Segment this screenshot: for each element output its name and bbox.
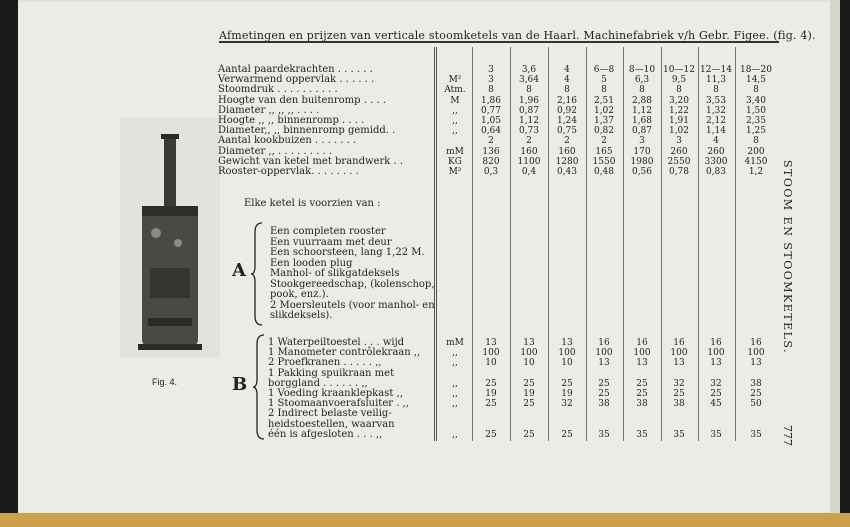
spec-cell: 260 xyxy=(707,146,725,157)
spec-cell: 200 xyxy=(747,146,765,157)
provided-note: Elke ketel is voorzien van : xyxy=(244,198,381,209)
spec-row-unit: ,, xyxy=(452,116,458,126)
spec-row-unit: M xyxy=(450,95,460,106)
header-rule xyxy=(219,41,779,43)
group-a-item: Een vuurraam met deur xyxy=(270,236,392,248)
spec-cell: 820 xyxy=(482,156,500,167)
group-b-cell: 25 xyxy=(523,378,535,389)
group-b-cell: 100 xyxy=(670,348,688,359)
spec-cell: 3,64 xyxy=(518,75,540,86)
spec-cell: 2 xyxy=(488,136,494,147)
group-b-row-label: 1 Manometer contrôlekraan ,, xyxy=(268,347,421,359)
spec-cell: 0,64 xyxy=(480,126,502,137)
group-b-row-unit: ,, xyxy=(452,399,458,410)
group-b-cell: 38 xyxy=(750,378,762,389)
spec-row-unit: mM xyxy=(446,146,464,157)
spec-cell: 1100 xyxy=(517,156,541,167)
spec-cell: 1,12 xyxy=(631,105,653,116)
spec-cell: 1,37 xyxy=(593,116,615,126)
group-b-row-unit: mM xyxy=(446,338,464,348)
spec-cell: 1,68 xyxy=(631,116,653,126)
spec-cell: 1,86 xyxy=(480,95,502,106)
group-b-cell: 35 xyxy=(710,429,722,440)
group-b-cell: 25 xyxy=(561,429,573,440)
group-b-cell: 13 xyxy=(750,358,762,369)
spec-row-label: Aantal paardekrachten . . . . . . xyxy=(218,64,373,75)
group-b-cell: 100 xyxy=(595,348,613,359)
group-b-row-label: heidstoestellen, waarvan xyxy=(268,418,395,430)
group-b-cell: 25 xyxy=(523,429,535,440)
group-a-item: Een looden plug xyxy=(270,257,353,269)
side-running-title: STOOM EN STOOMKETELS. xyxy=(781,160,794,355)
group-b-cell: 13 xyxy=(485,338,497,348)
spec-cell: 0,73 xyxy=(518,126,540,137)
group-b-cell: 35 xyxy=(636,429,648,440)
group-a-item: pook, enz.). xyxy=(270,289,329,300)
spec-row-label: Verwarmend oppervlak . . . . . . xyxy=(218,74,375,86)
group-b-cell: 25 xyxy=(523,399,535,410)
spec-row-label: Stoomdruk . . . . . . . . . . xyxy=(218,84,338,96)
spec-cell: 170 xyxy=(633,146,651,157)
group-b-cell: 38 xyxy=(598,399,610,410)
group-b-cell: 35 xyxy=(673,429,685,440)
spec-cell: 3 xyxy=(488,75,494,86)
spec-cell: 8 xyxy=(488,85,494,96)
group-b-cell: 25 xyxy=(598,378,610,389)
group-b-cell: 100 xyxy=(558,348,576,359)
spec-cell: 2,35 xyxy=(745,116,767,126)
spec-cell: 8 xyxy=(639,85,645,96)
spec-cell: 165 xyxy=(595,146,613,157)
group-b-cell: 100 xyxy=(747,348,765,359)
spec-cell: 8 xyxy=(713,85,719,96)
group-b-cell: 25 xyxy=(636,378,648,389)
group-b-cell: 25 xyxy=(750,389,762,399)
spec-cell: 1,32 xyxy=(705,105,727,116)
spec-cell: 2 xyxy=(601,136,607,147)
spec-cell: 8 xyxy=(753,85,759,96)
spec-row-unit: ,, xyxy=(452,126,458,137)
spec-row-label: Hoogte van den buitenromp . . . . xyxy=(218,94,386,106)
spec-cell: 3,53 xyxy=(705,95,727,106)
spec-cell: 0,4 xyxy=(521,167,537,177)
group-b-row-unit: ,, xyxy=(452,389,458,399)
spec-cell: 0,43 xyxy=(556,167,578,177)
spec-cell: 11,3 xyxy=(705,75,727,86)
group-b-cell: 10 xyxy=(561,358,573,369)
group-b-cell: 38 xyxy=(636,399,648,410)
group-b-cell: 25 xyxy=(636,389,648,399)
spec-cell: 0,82 xyxy=(593,126,615,137)
group-a-item: Een schoorsteen, lang 1,22 M. xyxy=(270,247,425,258)
spec-cell: 3300 xyxy=(704,156,728,167)
spec-cell: 1,22 xyxy=(668,105,690,116)
spec-cell: 4 xyxy=(564,65,570,75)
group-a-item: 2 Moersleutels (voor manhol- en xyxy=(270,299,435,311)
group-a-brace xyxy=(250,222,264,326)
spec-cell: 136 xyxy=(482,146,500,157)
group-b-cell: 25 xyxy=(485,378,497,389)
spec-cell: 3,20 xyxy=(668,95,690,106)
group-a-item: slikdeksels). xyxy=(270,310,333,321)
spec-cell: 1,91 xyxy=(668,116,690,126)
spec-cell: 8 xyxy=(526,85,532,96)
spec-cell: 260 xyxy=(670,146,688,157)
group-b-cell: 16 xyxy=(636,338,648,348)
spec-cell: 2550 xyxy=(667,156,691,167)
boiler-illustration xyxy=(120,118,220,358)
spec-row-unit: KG xyxy=(448,156,462,167)
spec-row-label: Hoogte ,, ,, binnenromp . . . . xyxy=(218,115,365,126)
spec-cell: 1,2 xyxy=(748,167,764,177)
group-b-row-label: 1 Voeding kraanklepkast ,, xyxy=(268,388,403,399)
group-b-cell: 13 xyxy=(673,358,685,369)
spec-row-unit: Atm. xyxy=(444,85,466,96)
group-b-cell: 13 xyxy=(523,338,535,348)
page-number: 777 xyxy=(781,425,794,446)
group-b-cell: 25 xyxy=(561,378,573,389)
group-b-row-unit: ,, xyxy=(452,378,458,389)
spec-cell: 1280 xyxy=(555,156,579,167)
group-b-cell: 10 xyxy=(485,358,497,369)
spec-cell: 1550 xyxy=(592,156,616,167)
group-b-row-label: 1 Waterpeiltoestel . . . wijd xyxy=(268,337,405,348)
group-b-cell: 38 xyxy=(673,399,685,410)
spec-cell: 1980 xyxy=(630,156,654,167)
spec-cell: 6,3 xyxy=(634,75,650,86)
group-b-letter: B xyxy=(232,374,248,395)
page-edge xyxy=(830,0,840,514)
group-a-item: Een completen rooster xyxy=(270,226,386,237)
group-b-cell: 13 xyxy=(710,358,722,369)
group-b-cell: 16 xyxy=(673,338,685,348)
spec-row-label: Diameter ,, ,, ,, . . . . xyxy=(218,104,320,116)
spec-cell: 0,87 xyxy=(518,105,540,116)
group-b-row-unit: ,, xyxy=(452,358,458,369)
spec-row-label: Aantal kookbuizen . . . . . . . xyxy=(218,135,357,147)
spec-cell: 8—10 xyxy=(628,65,656,75)
group-b-row-label: 1 Pakking spuikraan met xyxy=(268,367,395,379)
spec-row-label: Gewicht van ketel met brandwerk . . xyxy=(218,155,404,167)
spec-cell: 8 xyxy=(676,85,682,96)
group-a-item: Stookgereedschap, (kolenschop, xyxy=(270,278,435,290)
group-b-cell: 100 xyxy=(707,348,725,359)
group-b-row-label: 1 Stoomaanvoerafsluiter . ,, xyxy=(268,398,409,410)
spec-cell: 8 xyxy=(753,136,759,147)
spec-cell: 1,02 xyxy=(668,126,690,137)
spec-row-unit: ,, xyxy=(452,105,458,116)
group-b-cell: 32 xyxy=(710,378,722,389)
spec-cell: 6—8 xyxy=(593,65,615,75)
group-b-cell: 19 xyxy=(523,389,535,399)
spec-cell: 0,77 xyxy=(480,105,502,116)
spec-cell: 18—20 xyxy=(740,65,772,75)
spec-cell: 2,51 xyxy=(593,95,615,106)
group-b-cell: 25 xyxy=(485,429,497,440)
group-b-cell: 32 xyxy=(561,399,573,410)
group-b-cell: 100 xyxy=(633,348,651,359)
spec-cell: 0,3 xyxy=(483,167,499,177)
group-a-letter: A xyxy=(232,260,246,281)
book-cover-edge xyxy=(0,513,850,527)
group-b-cell: 50 xyxy=(750,399,762,410)
spec-cell: 3,40 xyxy=(745,95,767,106)
spec-cell: 3 xyxy=(488,65,494,75)
spec-cell: 14,5 xyxy=(745,75,767,86)
spec-cell: 0,92 xyxy=(556,105,578,116)
group-b-cell: 25 xyxy=(598,389,610,399)
spec-row-label: Rooster-oppervlak. . . . . . . . xyxy=(218,166,359,177)
spec-cell: 12—14 xyxy=(700,65,732,75)
spec-cell: 4150 xyxy=(744,156,768,167)
spec-row-label: Diameter,, ,, binnenromp gemidd. . xyxy=(218,125,396,137)
group-b-cell: 19 xyxy=(485,389,497,399)
spec-cell: 1,25 xyxy=(745,126,767,137)
figure-caption: Fig. 4. xyxy=(152,377,178,387)
group-b-row-label: één is afgesloten . . . ,, xyxy=(268,428,383,440)
spec-row-unit: M² xyxy=(448,75,462,86)
spec-cell: 4 xyxy=(564,75,570,86)
spec-cell: 1,24 xyxy=(556,116,578,126)
spec-cell: 1,96 xyxy=(518,95,540,106)
spec-cell: 160 xyxy=(520,146,538,157)
spec-cell: 0,78 xyxy=(668,167,690,177)
spec-cell: 4 xyxy=(713,136,719,147)
group-b-cell: 13 xyxy=(598,358,610,369)
spec-cell: 2 xyxy=(526,136,532,147)
spec-cell: 160 xyxy=(558,146,576,157)
group-a-item: Manhol- of slikgatdeksels xyxy=(270,268,400,279)
group-b-cell: 16 xyxy=(710,338,722,348)
group-b-cell: 13 xyxy=(561,338,573,348)
group-b-cell: 35 xyxy=(598,429,610,440)
group-b-cell: 35 xyxy=(750,429,762,440)
spec-cell: 0,87 xyxy=(631,126,653,137)
spec-cell: 3 xyxy=(639,136,645,147)
spec-cell: 3 xyxy=(676,136,682,147)
spec-cell: 1,14 xyxy=(705,126,727,137)
group-b-cell: 25 xyxy=(485,399,497,410)
group-b-cell: 25 xyxy=(710,389,722,399)
column-rule xyxy=(434,47,437,441)
group-b-brace xyxy=(252,334,266,440)
spec-cell: 2,16 xyxy=(556,95,578,106)
spec-cell: 2,88 xyxy=(631,95,653,106)
spec-cell: 5 xyxy=(601,75,607,86)
spec-cell: 1,12 xyxy=(518,116,540,126)
spec-cell: 3,6 xyxy=(521,65,537,75)
spec-cell: 1,02 xyxy=(593,105,615,116)
group-b-cell: 100 xyxy=(482,348,500,359)
group-b-cell: 100 xyxy=(520,348,538,359)
spec-cell: 0,48 xyxy=(593,167,615,177)
group-b-row-label: 2 Indirect belaste veilig- xyxy=(268,408,392,420)
spec-cell: 1,50 xyxy=(745,105,767,116)
spec-cell: 0,56 xyxy=(631,167,653,177)
spec-cell: 2 xyxy=(564,136,570,147)
page-title: Afmetingen en prijzen van verticale stoomketels van de Haarl. Machinefabriek v/h Gebr. Figee. (fig. 4). xyxy=(219,29,816,42)
group-b-row-unit: ,, xyxy=(452,429,458,440)
spec-row-label: Diameter ,, . . . . . . . . . xyxy=(218,145,333,157)
group-b-cell: 13 xyxy=(636,358,648,369)
spec-cell: 10—12 xyxy=(663,65,695,75)
spec-row-unit: M² xyxy=(448,167,462,177)
group-b-cell: 10 xyxy=(523,358,535,369)
group-b-cell: 25 xyxy=(673,389,685,399)
group-b-cell: 16 xyxy=(750,338,762,348)
group-b-row-label: 2 Proefkranen . . . . . ,, xyxy=(268,357,382,369)
column-rule xyxy=(735,47,736,441)
group-b-row-label: borggland . . . . . . ,, xyxy=(268,377,368,389)
group-b-cell: 32 xyxy=(673,378,685,389)
spec-cell: 9,5 xyxy=(671,75,687,86)
spec-cell: 0,83 xyxy=(705,167,727,177)
spec-cell: 1,05 xyxy=(480,116,502,126)
group-b-cell: 45 xyxy=(710,399,722,410)
group-b-cell: 19 xyxy=(561,389,573,399)
spec-cell: 2,12 xyxy=(705,116,727,126)
group-b-row-unit: ,, xyxy=(452,348,458,359)
spec-cell: 8 xyxy=(601,85,607,96)
spec-cell: 0,75 xyxy=(556,126,578,137)
group-b-cell: 16 xyxy=(598,338,610,348)
spec-cell: 8 xyxy=(564,85,570,96)
